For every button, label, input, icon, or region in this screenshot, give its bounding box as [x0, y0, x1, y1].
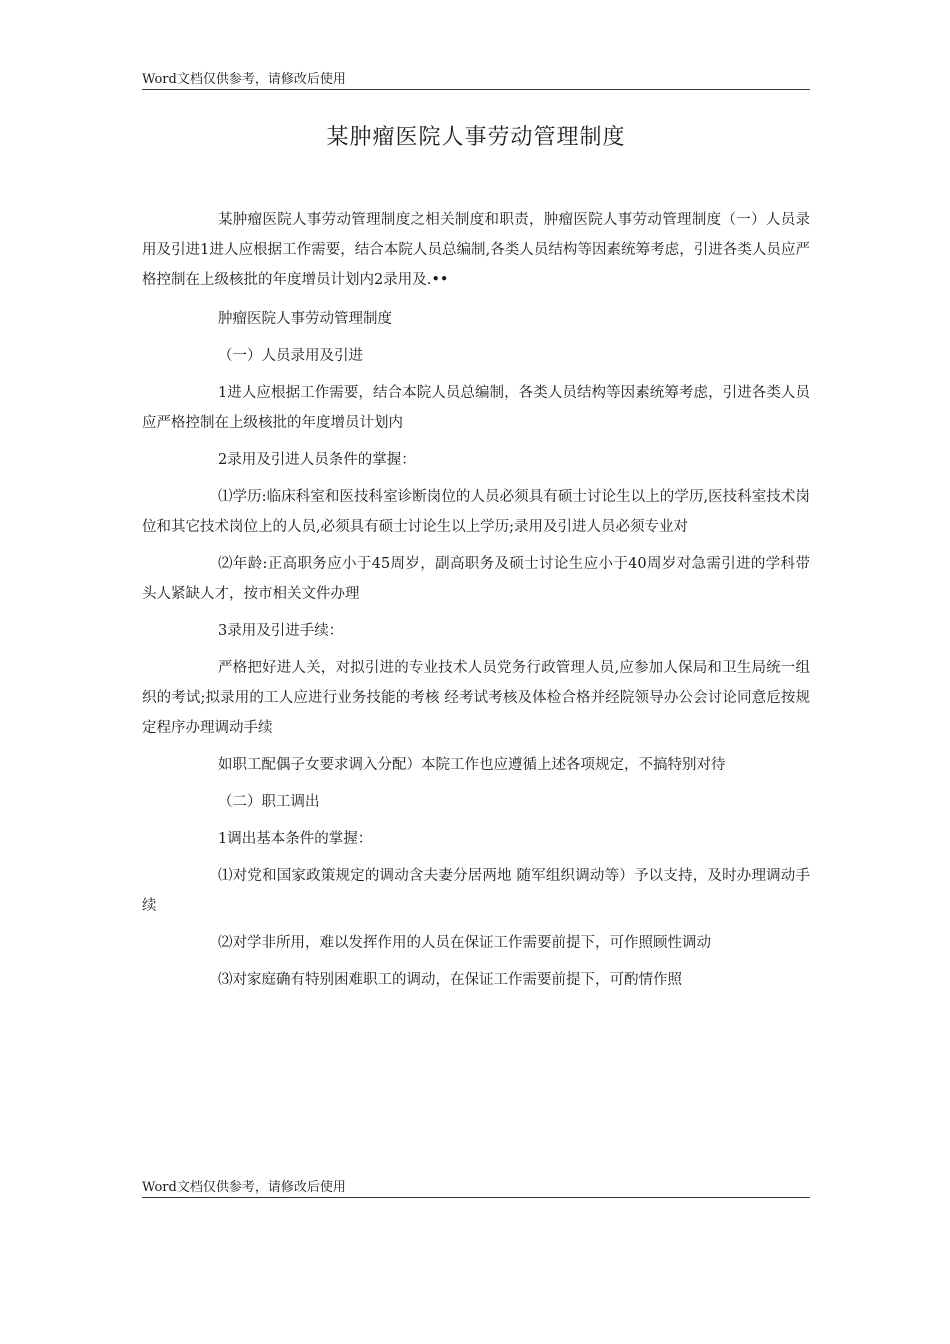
paragraph: ⑶对家庭确有特别困难职工的调动，在保证工作需要前提下，可酌情作照 [218, 972, 682, 988]
document-title: 某肿瘤医院人事劳动管理制度 [326, 125, 626, 150]
header-text: Word文档仅供参考，请修改后使用 [142, 72, 346, 87]
section-heading: 肿瘤医院人事劳动管理制度 [218, 311, 392, 327]
page-header [142, 72, 810, 90]
paragraph: ⑵对学非所用，难以发挥作用的人员在保证工作需要前提下，可作照顾性调动 [218, 935, 711, 951]
paragraph: 1调出基本条件的掌握： [218, 831, 373, 847]
paragraph: ⑴学历:临床科室和医技科室诊断岗位的人员必须具有硕士讨论生以上的学历,医技科室技术岗位和其它技术岗位上的人员,必须具有硕士讨论生以上学历;录用及引进人员必须专业对 [142, 489, 810, 535]
page-footer [142, 1180, 810, 1198]
paragraph: 1进人应根据工作需要，结合本院人员总编制，各类人员结构等因素统筹考虑，引进各类人员应严格控制在上级核批的年度增员计划内 [142, 385, 810, 431]
paragraph: ⑵年龄:正高职务应小于45周岁，副高职务及硕士讨论生应小于40周岁对急需引进的学科带头人紧缺人才，按市相关文件办理 [142, 556, 810, 602]
paragraph: 如职工配偶子女要求调入分配）本院工作也应遵循上述各项规定，不搞特别对待 [218, 757, 726, 773]
intro-paragraph: 某肿瘤医院人事劳动管理制度之相关制度和职责，肿瘤医院人事劳动管理制度（一）人员录用及引进1进人应根据工作需要，结合本院人员总编制,各类人员结构等因素统筹考虑，引进各类人员应严格控制在上级核批的年度增员计划内2录用及.•• [142, 212, 810, 288]
paragraph: 严格把好进人关，对拟引进的专业技术人员党务行政管理人员,应参加人保局和卫生局统一组织的考试;拟录用的工人应进行业务技能的考核 经考试考核及体检合格并经院领导办公会讨论同意卮按规定程序办理调动手续 [142, 660, 810, 736]
paragraph: 3录用及引进手续： [218, 623, 344, 639]
subsection-heading: （二）职工调出 [218, 794, 320, 810]
document-body [142, 205, 810, 1177]
footer-text: Word文档仅供参考，请修改后使用 [142, 1180, 346, 1195]
paragraph: 2录用及引进人员条件的掌握： [218, 452, 416, 468]
subsection-heading: （一）人员录用及引进 [218, 348, 363, 364]
paragraph: ⑴对党和国家政策规定的调动含夫妻分居两地 随军组织调动等）予以支持，及时办理调动手续 [142, 868, 810, 914]
